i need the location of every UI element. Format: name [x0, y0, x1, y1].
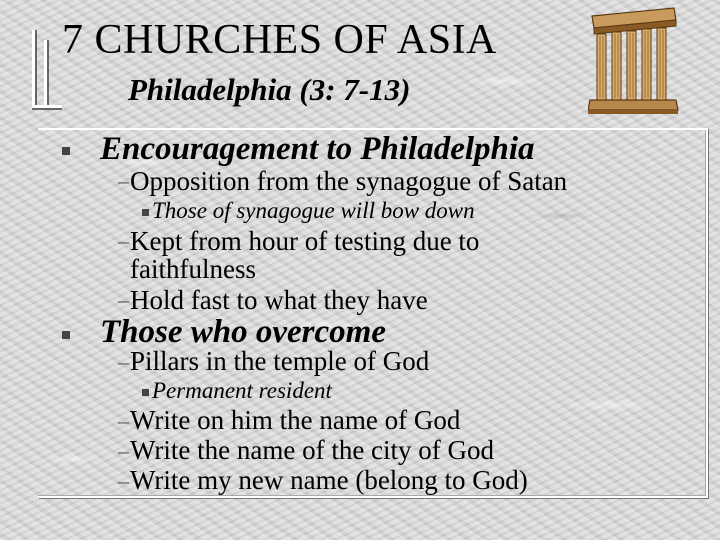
sub-list-item: Permanent resident: [142, 378, 332, 404]
list-item: Pillars in the temple of God: [130, 346, 430, 376]
frame-decoration: [32, 105, 62, 108]
sub-list-item: Those of synagogue will bow down: [142, 198, 475, 224]
temple-columns-icon: [588, 6, 680, 116]
list-item-continuation: faithfulness: [130, 254, 256, 284]
bullet-icon: [62, 147, 70, 155]
bullet-icon: [62, 331, 70, 339]
list-item: Kept from hour of testing due to: [130, 226, 480, 256]
dash-bullet: –: [118, 408, 129, 433]
dash-bullet: –: [118, 287, 129, 312]
dash-bullet: –: [118, 228, 129, 253]
list-item: Write my new name (belong to God): [130, 465, 528, 495]
dash-bullet: –: [118, 168, 129, 193]
frame-decoration: [32, 30, 35, 108]
dash-bullet: –: [118, 468, 129, 493]
list-item: Write on him the name of God: [130, 405, 461, 435]
frame-decoration: [44, 40, 47, 108]
list-item: Hold fast to what they have: [130, 285, 428, 315]
dash-bullet: –: [118, 438, 129, 463]
slide-subtitle: Philadelphia (3: 7-13): [128, 72, 411, 107]
list-item: Write the name of the city of God: [130, 435, 495, 465]
section-heading: Encouragement to Philadelphia: [100, 131, 535, 167]
bullet-icon: [142, 209, 149, 216]
slide-title: 7 CHURCHES OF ASIA: [62, 17, 497, 63]
dash-bullet: –: [118, 349, 129, 374]
section-heading: Those who overcome: [100, 314, 386, 350]
list-item: Opposition from the synagogue of Satan: [130, 166, 568, 196]
bullet-icon: [142, 389, 149, 396]
